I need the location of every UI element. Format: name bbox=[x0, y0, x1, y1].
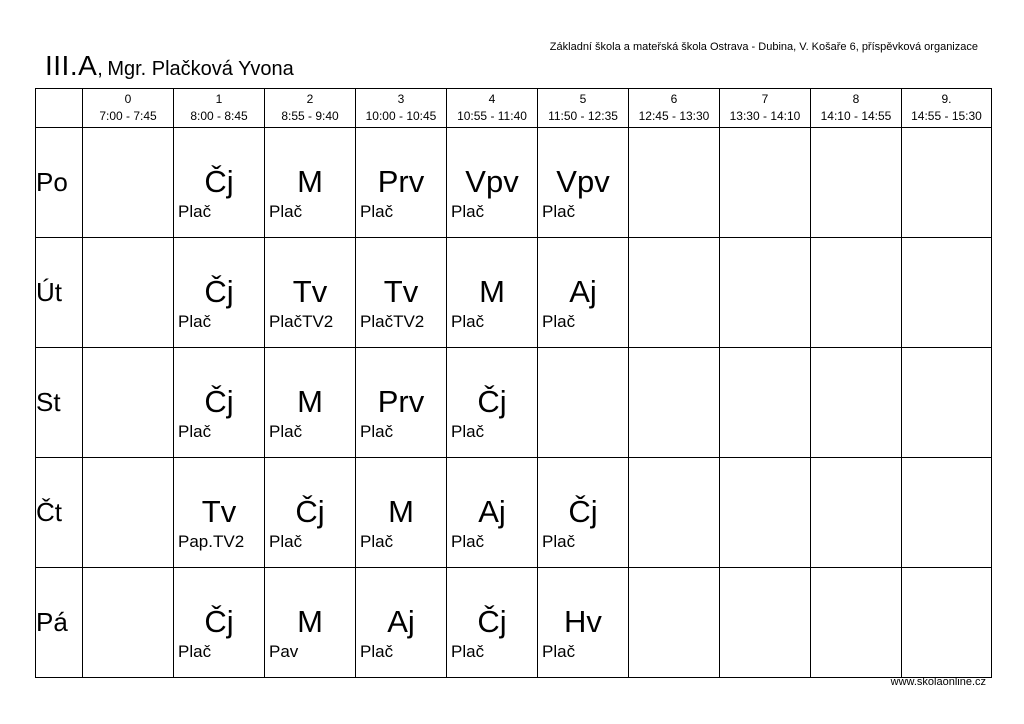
class-name: III.A bbox=[45, 50, 98, 81]
lesson-cell bbox=[174, 238, 265, 348]
lesson-teacher: Plač bbox=[451, 642, 485, 661]
period-time: 14:55 - 15:30 bbox=[911, 109, 982, 123]
day-row bbox=[36, 348, 992, 458]
period-time: 14:10 - 14:55 bbox=[820, 109, 892, 123]
lesson-cell bbox=[447, 568, 538, 678]
period-time: 12:45 - 13:30 bbox=[638, 109, 710, 123]
lesson-cell bbox=[356, 348, 447, 458]
lesson-cell bbox=[811, 458, 902, 568]
lesson-cell bbox=[447, 128, 538, 238]
period-time: 7:00 - 7:45 bbox=[99, 109, 157, 123]
lesson-cell bbox=[174, 568, 265, 678]
lesson-cell bbox=[629, 568, 720, 678]
lesson-teacher: Plač bbox=[178, 422, 212, 441]
period-header bbox=[83, 89, 174, 128]
lesson-teacher: PlačTV2 bbox=[269, 312, 334, 331]
lesson-cell bbox=[83, 568, 174, 678]
lesson-subject: Tv bbox=[292, 274, 328, 309]
lesson-teacher: Plač bbox=[360, 422, 394, 441]
lesson-teacher: Plač bbox=[451, 422, 485, 441]
lesson-subject: M bbox=[297, 164, 323, 199]
timetable bbox=[35, 88, 992, 678]
lesson-cell bbox=[174, 458, 265, 568]
day-label: St bbox=[36, 348, 83, 458]
lesson-cell bbox=[174, 348, 265, 458]
period-number: 1 bbox=[215, 92, 223, 106]
lesson-subject: Čj bbox=[477, 384, 507, 419]
lesson-teacher: PlačTV2 bbox=[360, 312, 425, 331]
lesson-subject: Čj bbox=[204, 164, 234, 199]
day-row bbox=[36, 128, 992, 238]
lesson-cell bbox=[811, 348, 902, 458]
lesson-subject: M bbox=[388, 494, 414, 529]
lesson-subject: M bbox=[297, 604, 323, 639]
lesson-teacher: Plač bbox=[360, 202, 394, 221]
lesson-subject: Vpv bbox=[465, 164, 519, 199]
lesson-subject: Čj bbox=[204, 384, 234, 419]
lesson-teacher: Plač bbox=[451, 202, 485, 221]
lesson-cell bbox=[83, 348, 174, 458]
lesson-subject: Aj bbox=[387, 604, 415, 639]
day-label: Po bbox=[36, 128, 83, 238]
lesson-teacher: Plač bbox=[178, 202, 212, 221]
lesson-cell bbox=[720, 238, 811, 348]
period-number: 7 bbox=[761, 92, 769, 106]
day-label: Pá bbox=[36, 568, 83, 678]
lesson-cell bbox=[811, 238, 902, 348]
lesson-cell bbox=[811, 128, 902, 238]
period-number: 2 bbox=[306, 92, 314, 106]
lesson-cell bbox=[447, 238, 538, 348]
lesson-teacher: Plač bbox=[451, 312, 485, 331]
lesson-cell bbox=[83, 238, 174, 348]
lesson-cell bbox=[356, 458, 447, 568]
period-number: 9. bbox=[941, 92, 952, 106]
period-header bbox=[629, 89, 720, 128]
lesson-cell bbox=[538, 458, 629, 568]
lesson-cell bbox=[902, 568, 992, 678]
lesson-cell bbox=[629, 238, 720, 348]
lesson-cell bbox=[447, 348, 538, 458]
period-number: 3 bbox=[397, 92, 405, 106]
lesson-cell bbox=[720, 458, 811, 568]
lesson-cell bbox=[538, 348, 629, 458]
lesson-cell bbox=[811, 568, 902, 678]
period-time: 10:00 - 10:45 bbox=[365, 109, 437, 123]
lesson-cell bbox=[265, 128, 356, 238]
lesson-cell bbox=[720, 128, 811, 238]
period-header bbox=[720, 89, 811, 128]
title-separator: , bbox=[97, 58, 103, 80]
lesson-cell bbox=[629, 458, 720, 568]
lesson-subject: Aj bbox=[569, 274, 597, 309]
period-number: 0 bbox=[124, 92, 132, 106]
header-corner bbox=[36, 89, 83, 128]
lesson-teacher: Pap.TV2 bbox=[178, 532, 245, 551]
lesson-teacher: Plač bbox=[178, 312, 212, 331]
period-time: 11:50 - 12:35 bbox=[548, 109, 618, 123]
period-header bbox=[538, 89, 629, 128]
lesson-cell bbox=[174, 128, 265, 238]
lesson-subject: Tv bbox=[383, 274, 419, 309]
period-number: 5 bbox=[579, 92, 587, 106]
lesson-subject: Čj bbox=[568, 494, 598, 529]
lesson-cell bbox=[265, 348, 356, 458]
teacher-name: Mgr. Plačková Yvona bbox=[107, 58, 294, 80]
lesson-cell bbox=[83, 128, 174, 238]
lesson-cell bbox=[265, 458, 356, 568]
lesson-subject: Čj bbox=[204, 274, 234, 309]
lesson-cell bbox=[538, 128, 629, 238]
lesson-subject: Prv bbox=[377, 384, 425, 419]
period-number: 4 bbox=[488, 92, 496, 106]
lesson-teacher: Plač bbox=[178, 642, 212, 661]
day-row bbox=[36, 568, 992, 678]
period-number: 6 bbox=[670, 92, 678, 106]
lesson-teacher: Plač bbox=[269, 532, 303, 551]
footer-website: www.skolaonline.cz bbox=[890, 676, 986, 688]
lesson-cell bbox=[265, 238, 356, 348]
period-header bbox=[902, 89, 992, 128]
lesson-cell bbox=[902, 458, 992, 568]
period-time: 13:30 - 14:10 bbox=[729, 109, 801, 123]
lesson-teacher: Plač bbox=[360, 642, 394, 661]
lesson-cell bbox=[902, 128, 992, 238]
period-header-row bbox=[36, 89, 992, 128]
lesson-teacher: Plač bbox=[451, 532, 485, 551]
lesson-subject: Čj bbox=[204, 604, 234, 639]
lesson-subject: Aj bbox=[478, 494, 506, 529]
lesson-teacher: Pav bbox=[269, 642, 299, 661]
lesson-cell bbox=[538, 238, 629, 348]
lesson-cell bbox=[629, 128, 720, 238]
lesson-subject: M bbox=[297, 384, 323, 419]
lesson-cell bbox=[720, 348, 811, 458]
period-time: 10:55 - 11:40 bbox=[457, 109, 527, 123]
lesson-subject: Prv bbox=[377, 164, 425, 199]
day-row bbox=[36, 238, 992, 348]
period-header bbox=[265, 89, 356, 128]
lesson-cell bbox=[902, 348, 992, 458]
period-time: 8:55 - 9:40 bbox=[281, 109, 339, 123]
lesson-subject: Čj bbox=[295, 494, 325, 529]
period-header bbox=[447, 89, 538, 128]
timetable-body bbox=[36, 128, 992, 678]
lesson-teacher: Plač bbox=[269, 422, 303, 441]
lesson-subject: Tv bbox=[201, 494, 237, 529]
lesson-teacher: Plač bbox=[542, 312, 576, 331]
lesson-subject: Vpv bbox=[556, 164, 610, 199]
page-title bbox=[45, 50, 294, 82]
period-number: 8 bbox=[852, 92, 860, 106]
day-label: Út bbox=[36, 238, 83, 348]
lesson-cell bbox=[356, 128, 447, 238]
period-header bbox=[356, 89, 447, 128]
lesson-cell bbox=[265, 568, 356, 678]
period-header bbox=[811, 89, 902, 128]
period-time: 8:00 - 8:45 bbox=[190, 109, 248, 123]
lesson-subject: Čj bbox=[477, 604, 507, 639]
lesson-cell bbox=[538, 568, 629, 678]
lesson-cell bbox=[83, 458, 174, 568]
school-name: Základní škola a mateřská škola Ostrava - Dubina, V. Košaře 6, příspěvková organizace bbox=[549, 41, 978, 53]
lesson-cell bbox=[356, 238, 447, 348]
lesson-cell bbox=[720, 568, 811, 678]
lesson-subject: Hv bbox=[564, 604, 602, 639]
lesson-cell bbox=[447, 458, 538, 568]
day-label: Čt bbox=[36, 458, 83, 568]
lesson-teacher: Plač bbox=[360, 532, 394, 551]
lesson-cell bbox=[356, 568, 447, 678]
lesson-teacher: Plač bbox=[542, 532, 576, 551]
lesson-teacher: Plač bbox=[269, 202, 303, 221]
lesson-subject: M bbox=[479, 274, 505, 309]
period-header bbox=[174, 89, 265, 128]
lesson-teacher: Plač bbox=[542, 642, 576, 661]
lesson-cell bbox=[902, 238, 992, 348]
lesson-teacher: Plač bbox=[542, 202, 576, 221]
day-row bbox=[36, 458, 992, 568]
lesson-cell bbox=[629, 348, 720, 458]
